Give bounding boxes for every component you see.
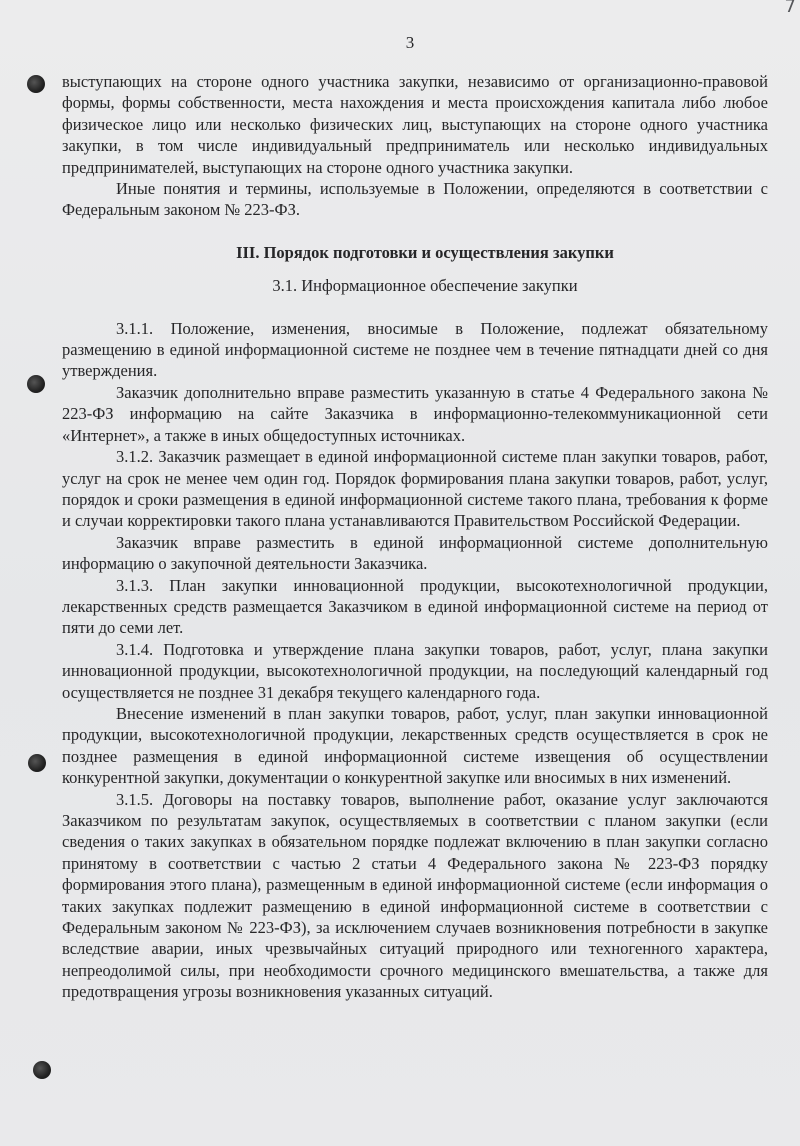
paragraph: 3.1.4. Подготовка и утверждение плана закупки товаров, работ, услуг, плана закупки инновационной продукции, высокотехнологичной продукции, на последующий календарный год осуществляется не позднее 31 декабря текущего календарного года. <box>62 639 768 702</box>
section-heading: III. Порядок подготовки и осуществления закупки <box>236 242 614 262</box>
paragraph: Заказчик дополнительно вправе разместить указанную в статье 4 Федерального закона № 223-ФЗ информацию на сайте Заказчика в информационно-телекоммуникационной сети «Интернет», а также в иных общедоступных источниках. <box>62 382 768 445</box>
handwritten-page-mark: 7 <box>784 0 796 17</box>
paragraph: выступающих на стороне одного участника закупки, независимо от организационно-правовой формы, формы собственности, места нахождения и места происхождения капитала либо любое физическое лицо или несколько физических лиц, выступающих на стороне одного участника закупки, в том числе индивидуальный предприниматель или несколько индивидуальных предпринимателей, выступающих на стороне одного участника закупки. <box>62 72 768 177</box>
punch-hole-icon <box>33 1061 51 1079</box>
paragraph: Иные понятия и термины, используемые в Положении, определяются в соответствии с Федеральным законом № 223-ФЗ. <box>62 179 768 220</box>
paragraph: Заказчик вправе разместить в единой информационной системе дополнительную информацию о закупочной деятельности Заказчика. <box>62 532 768 574</box>
paragraph: Внесение изменений в план закупки товаров, работ, услуг, план закупки инновационной продукции, высокотехнологичной продукции, лекарственных средств осуществляется в срок не позднее размещения в единой информационной системе извещения об осуществлении конкурентной закупки, документации о конкурентной закупке или вносимых в них изменений. <box>62 703 768 788</box>
page-number: 3 <box>405 33 415 52</box>
paragraph: 3.1.1. Положение, изменения, вносимые в Положение, подлежат обязательному размещению в единой информационной системе не позднее чем в течение пятнадцати дней со дня утверждения. <box>62 318 768 381</box>
punch-hole-icon <box>28 754 46 772</box>
punch-hole-icon <box>27 75 45 93</box>
paragraph: 3.1.2. Заказчик размещает в единой информационной системе план закупки товаров, работ, услуг на срок не менее чем один год. Порядок формирования плана закупки товаров, работ, услуг, порядок и сроки размещения в единой информационной системе такого плана, требования к форме и случаи корректировки такого плана устанавливаются Правительством Российской Федерации. <box>62 447 768 531</box>
document-body <box>62 71 768 1003</box>
punch-hole-icon <box>27 375 45 393</box>
paragraph: 3.1.5. Договоры на поставку товаров, выполнение работ, оказание услуг заключаются Заказчиком по результатам закупок, осуществляемых в соответствии с планом закупки (если сведения о таких закупках в обязательном порядке подлежат включению в план закупки согласно принятому в соответствии с частью 2 статьи 4 Федерального закона № 223-ФЗ порядку формирования этого плана), размещенным в единой информационной системе (если информация о таких закупках подлежит размещению в единой информационной системе в соответствии с Федеральным законом № 223-ФЗ), за исключением случаев возникновения потребности в закупке вследствие аварии, иных чрезвычайных ситуаций природного или техногенного характера, непреодолимой силы, при необходимости срочного медицинского вмешательства, а также для предотвращения угрозы возникновения указанных ситуаций. <box>62 789 768 1002</box>
subsection-heading: 3.1. Информационное обеспечение закупки <box>272 276 578 296</box>
paragraph: 3.1.3. План закупки инновационной продукции, высокотехнологичной продукции, лекарственных средств размещается Заказчиком в единой информационной системе на период от пяти до семи лет. <box>62 575 768 638</box>
